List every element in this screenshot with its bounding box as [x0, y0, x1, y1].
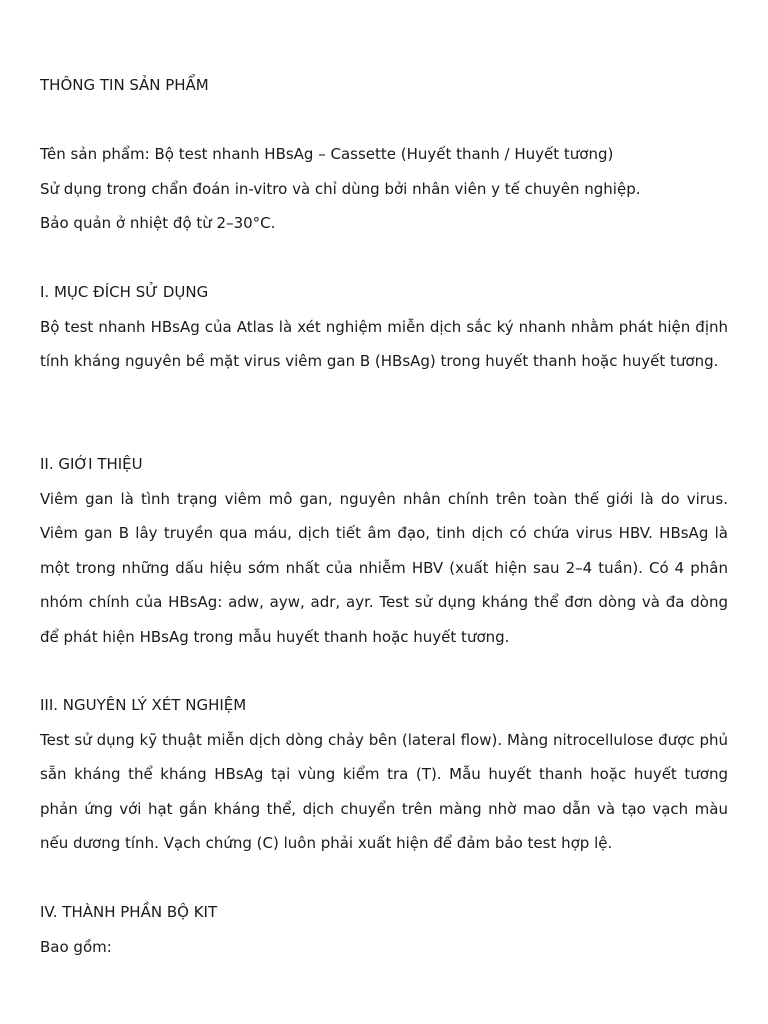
section-heading: III. NGUYÊN LÝ XÉT NGHIỆM — [40, 696, 247, 714]
section-heading: IV. THÀNH PHẦN BỘ KIT — [40, 903, 218, 921]
section-heading: II. GIỚI THIỆU — [40, 455, 143, 473]
product-info-block — [40, 137, 728, 241]
section-body: Viêm gan là tình trạng viêm mô gan, nguyên nhân chính trên toàn thế giới là do virus. Viêm gan B lây truyền qua máu, dịch tiết âm đạo, tinh dịch có chứa virus HBV. HBsAg là một trong những dấu hiệu sớm nhất của nhiễm HBV (xuất hiện sau 2–4 tuần). Có 4 phân nhóm chính của HBsAg: adw, ayw, adr, ayr. Test sử dụng kháng thể đơn dòng và đa dòng để phát hiện HBsAg trong mẫu huyết thanh hoặc huyết tương. — [40, 489, 728, 646]
section-kit-components — [40, 895, 728, 964]
section-purpose — [40, 275, 728, 379]
section-body: Bộ test nhanh HBsAg của Atlas là xét nghiệm miễn dịch sắc ký nhanh nhằm phát hiện định tính kháng nguyên bề mặt virus viêm gan B (HBsAg) trong huyết thanh hoặc huyết tương. — [40, 317, 728, 370]
section-principle — [40, 688, 728, 861]
section-body: Test sử dụng kỹ thuật miễn dịch dòng chảy bên (lateral flow). Màng nitrocellulose được phủ sẵn kháng thể kháng HBsAg tại vùng kiểm tra (T). Mẫu huyết thanh hoặc huyết tương phản ứng với hạt gắn kháng thể, dịch chuyển trên màng nhờ mao dẫn và tạo vạch màu nếu dương tính. Vạch chứng (C) luôn phải xuất hiện để đảm bảo test hợp lệ. — [40, 730, 728, 852]
product-name-line: Tên sản phẩm: Bộ test nhanh HBsAg – Cassette (Huyết thanh / Huyết tương) — [40, 145, 614, 163]
product-storage-line: Bảo quản ở nhiệt độ từ 2–30°C. — [40, 214, 276, 232]
document-title: THÔNG TIN SẢN PHẨM — [40, 76, 209, 94]
section-introduction — [40, 447, 728, 654]
section-heading: I. MỤC ĐÍCH SỬ DỤNG — [40, 283, 209, 301]
section-body: Bao gồm: — [40, 937, 112, 956]
product-usage-line: Sử dụng trong chẩn đoán in-vitro và chỉ dùng bởi nhân viên y tế chuyên nghiệp. — [40, 179, 641, 198]
